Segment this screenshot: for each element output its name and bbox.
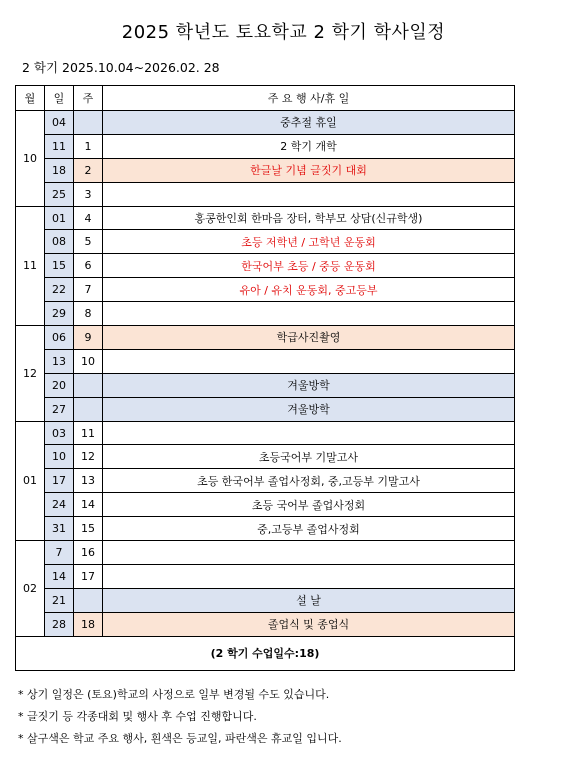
event-cell: 설 날 bbox=[103, 588, 515, 612]
header-week: 주 bbox=[74, 86, 103, 111]
table-header-row bbox=[16, 86, 515, 111]
day-cell: 13 bbox=[45, 349, 74, 373]
week-cell: 14 bbox=[74, 493, 103, 517]
week-cell: 10 bbox=[74, 349, 103, 373]
table-row bbox=[16, 134, 515, 158]
week-cell: 18 bbox=[74, 612, 103, 636]
table-row bbox=[16, 111, 515, 135]
event-cell: 학급사진촬영 bbox=[103, 326, 515, 350]
day-cell: 15 bbox=[45, 254, 74, 278]
table-row bbox=[16, 588, 515, 612]
table-row bbox=[16, 373, 515, 397]
event-cell bbox=[103, 349, 515, 373]
event-cell bbox=[103, 564, 515, 588]
month-cell: 02 bbox=[16, 541, 45, 637]
event-cell bbox=[103, 421, 515, 445]
table-row bbox=[16, 445, 515, 469]
week-cell: 11 bbox=[74, 421, 103, 445]
day-cell: 28 bbox=[45, 612, 74, 636]
event-cell: 중,고등부 졸업사정회 bbox=[103, 517, 515, 541]
table-row bbox=[16, 158, 515, 182]
week-cell: 17 bbox=[74, 564, 103, 588]
week-cell: 4 bbox=[74, 206, 103, 230]
day-cell: 08 bbox=[45, 230, 74, 254]
day-cell: 22 bbox=[45, 278, 74, 302]
note-item: * 살구색은 학교 주요 행사, 흰색은 등교일, 파란색은 휴교일 입니다. bbox=[18, 732, 342, 745]
week-cell: 5 bbox=[74, 230, 103, 254]
month-cell: 01 bbox=[16, 421, 45, 540]
day-cell: 29 bbox=[45, 302, 74, 326]
event-cell: 한국어부 초등 / 중등 운동회 bbox=[103, 254, 515, 278]
event-cell: 졸업식 및 종업식 bbox=[103, 612, 515, 636]
schedule-body bbox=[16, 111, 515, 637]
event-cell: 한글날 기념 글짓기 대회 bbox=[103, 158, 515, 182]
table-row bbox=[16, 278, 515, 302]
table-row bbox=[16, 517, 515, 541]
event-cell: 홍콩한인회 한마음 장터, 학부모 상담(신규학생) bbox=[103, 206, 515, 230]
day-cell: 01 bbox=[45, 206, 74, 230]
event-cell: 초등 국어부 졸업사정회 bbox=[103, 493, 515, 517]
day-cell: 03 bbox=[45, 421, 74, 445]
week-cell: 1 bbox=[74, 134, 103, 158]
note-item: * 상기 일정은 (토요)학교의 사정으로 일부 변경될 수도 있습니다. bbox=[18, 688, 330, 701]
day-cell: 25 bbox=[45, 182, 74, 206]
week-cell: 13 bbox=[74, 469, 103, 493]
week-cell bbox=[74, 373, 103, 397]
week-cell: 15 bbox=[74, 517, 103, 541]
day-cell: 06 bbox=[45, 326, 74, 350]
week-cell bbox=[74, 397, 103, 421]
event-cell: 초등 저학년 / 고학년 운동회 bbox=[103, 230, 515, 254]
day-cell: 20 bbox=[45, 373, 74, 397]
week-cell: 16 bbox=[74, 541, 103, 565]
day-cell: 7 bbox=[45, 541, 74, 565]
day-cell: 27 bbox=[45, 397, 74, 421]
event-cell bbox=[103, 182, 515, 206]
week-cell bbox=[74, 588, 103, 612]
table-row bbox=[16, 612, 515, 636]
page-title: 2025 학년도 토요학교 2 학기 학사일정 bbox=[121, 22, 446, 43]
header-month: 월 bbox=[16, 86, 45, 111]
table-row bbox=[16, 326, 515, 350]
table-row bbox=[16, 254, 515, 278]
event-cell: 유아 / 유치 운동회, 중고등부 bbox=[103, 278, 515, 302]
table-row bbox=[16, 469, 515, 493]
event-cell bbox=[103, 541, 515, 565]
event-cell: 초등 한국어부 졸업사정회, 중,고등부 기말고사 bbox=[103, 469, 515, 493]
table-row bbox=[16, 230, 515, 254]
table-row bbox=[16, 206, 515, 230]
week-cell: 3 bbox=[74, 182, 103, 206]
week-cell: 2 bbox=[74, 158, 103, 182]
day-cell: 04 bbox=[45, 111, 74, 135]
week-cell: 6 bbox=[74, 254, 103, 278]
week-cell bbox=[74, 111, 103, 135]
week-cell: 7 bbox=[74, 278, 103, 302]
header-day: 일 bbox=[45, 86, 74, 111]
table-row bbox=[16, 493, 515, 517]
event-cell bbox=[103, 302, 515, 326]
week-cell: 12 bbox=[74, 445, 103, 469]
total-row bbox=[16, 636, 515, 670]
day-cell: 17 bbox=[45, 469, 74, 493]
total-days: (2 학기 수업일수:18) bbox=[16, 636, 515, 670]
table-row bbox=[16, 182, 515, 206]
semester-period: 2 학기 2025.10.04~2026.02. 28 bbox=[22, 60, 220, 75]
note-item: * 글짓기 등 각종대회 및 행사 후 수업 진행합니다. bbox=[18, 710, 257, 723]
table-row bbox=[16, 564, 515, 588]
table-row bbox=[16, 421, 515, 445]
table-row bbox=[16, 397, 515, 421]
table-row bbox=[16, 302, 515, 326]
event-cell: 초등국어부 기말고사 bbox=[103, 445, 515, 469]
table-row bbox=[16, 349, 515, 373]
day-cell: 21 bbox=[45, 588, 74, 612]
day-cell: 11 bbox=[45, 134, 74, 158]
day-cell: 18 bbox=[45, 158, 74, 182]
day-cell: 24 bbox=[45, 493, 74, 517]
notes bbox=[18, 684, 342, 750]
day-cell: 31 bbox=[45, 517, 74, 541]
header-event: 주 요 행 사/휴 일 bbox=[103, 86, 515, 111]
day-cell: 10 bbox=[45, 445, 74, 469]
week-cell: 9 bbox=[74, 326, 103, 350]
month-cell: 11 bbox=[16, 206, 45, 325]
event-cell: 겨울방학 bbox=[103, 373, 515, 397]
schedule-table bbox=[15, 85, 515, 671]
event-cell: 중추절 휴일 bbox=[103, 111, 515, 135]
month-cell: 12 bbox=[16, 326, 45, 422]
event-cell: 2 학기 개학 bbox=[103, 134, 515, 158]
table-row bbox=[16, 541, 515, 565]
day-cell: 14 bbox=[45, 564, 74, 588]
event-cell: 겨울방학 bbox=[103, 397, 515, 421]
week-cell: 8 bbox=[74, 302, 103, 326]
month-cell: 10 bbox=[16, 111, 45, 207]
